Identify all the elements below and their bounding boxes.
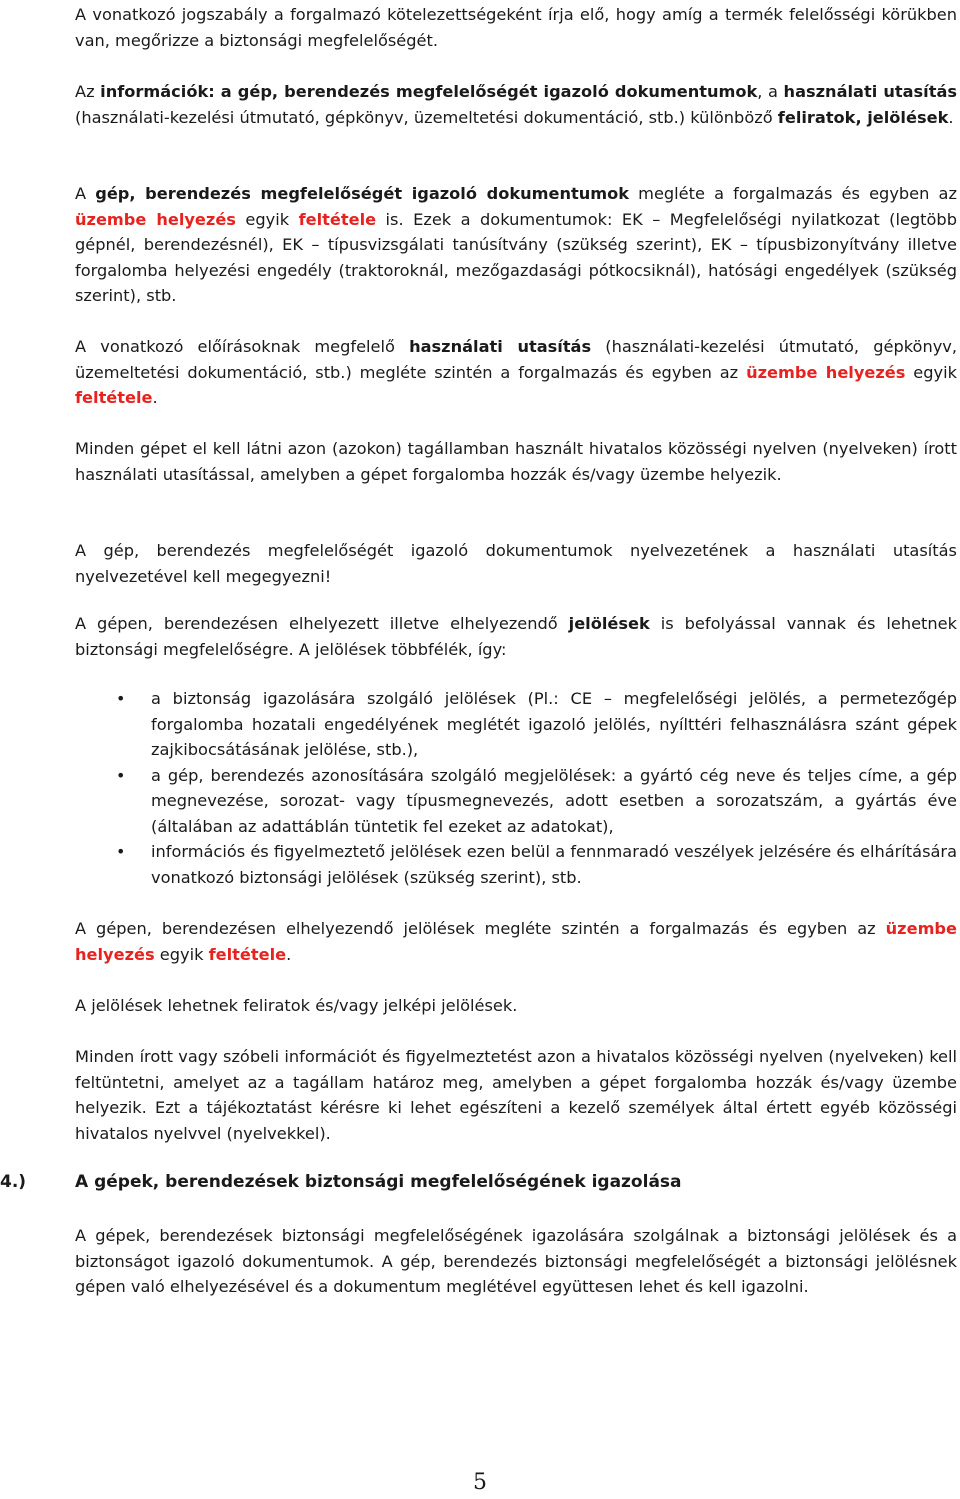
- text-run: megléte a forgalmazás és egyben az: [629, 184, 957, 203]
- text-run: .: [286, 944, 292, 964]
- text-run: egyik: [154, 944, 209, 964]
- bold-text: a gép, berendezés azonosítására szolgáló megjelölések:: [151, 765, 617, 785]
- paragraph-marking-kinds: [75, 993, 957, 1019]
- text-run: A vonatkozó jogszabály a forgalmazó kötelezettségeként írja elő, hogy amíg a termék felelősségi körükben van, megőrizze a biztonsági megfelelőségét.: [75, 5, 957, 50]
- paragraph-markings-condition: [75, 916, 957, 967]
- paragraph-user-manual: [75, 334, 957, 411]
- text-run: (Pl.: CE – megfelelőségi jelölés, a permetezőgép forgalomba hozatali engedélyének meglétét igazoló jelölés, nyílttéri felhasználásra szánt gépek zajkibocsátásának jelölése, stb.),: [151, 689, 957, 759]
- bullet-icon: •: [116, 765, 126, 785]
- bold-text: használati utasítás: [783, 82, 958, 101]
- text-run: , a: [757, 82, 784, 101]
- text-run: is. Ezek a dokumentumok: EK – Megfelelőségi nyilatkozat (legtöbb gépnél, berendezésnél), EK – típusvizsgálati tanúsítvány (szükség szerint), EK – típusbizonyítvány illetve forgalomba helyezési engedély (traktoroknál, mezőgazdasági pótkocsiknál), hatósági engedélyek (szükség szerint), stb.: [75, 209, 957, 305]
- list-item: [75, 839, 957, 890]
- emphasis-red-text: feltétele: [75, 388, 153, 407]
- markings-list: [75, 686, 957, 890]
- bold-text: feliratok, jelölések: [777, 107, 949, 127]
- paragraph-conformity-documents: [75, 181, 957, 309]
- text-run: A vonatkozó előírásoknak megfelelő: [75, 337, 410, 356]
- text-run: A gépen, berendezésen elhelyezendő jelölések megléte szintén a forgalmazás és egyben az: [75, 919, 886, 938]
- bold-text: jelölések: [568, 614, 650, 633]
- text-run: A gépen, berendezésen elhelyezett illetve elhelyezendő: [75, 614, 569, 633]
- text-run: ezen belül a fennmaradó veszélyek jelzésére és elhárítására vonatkozó biztonsági jelölések (szükség szerint), stb.: [151, 842, 957, 887]
- section-number: 4.): [0, 1172, 27, 1192]
- bullet-icon: •: [116, 689, 126, 708]
- text-run: (használati-kezelési útmutató, gépkönyv, üzemeltetési dokumentáció, stb.) megléte szintén a forgalmazás és egyben az: [75, 337, 958, 382]
- text-run: egyik: [235, 209, 299, 229]
- page-number: 5: [473, 1470, 487, 1495]
- list-item: [75, 686, 957, 763]
- text-run: egyik: [905, 362, 957, 382]
- paragraph-retailer-obligation: [75, 2, 957, 53]
- text-run: A gépek, berendezések biztonsági megfelelőségének igazolására szolgálnak a biztonsági jelölések és a biztonságot igazoló dokumentumok. A gép, berendezés biztonsági megfelelőségét a biztonsági jelölésnek gépen való elhelyezésével és a dokumentum meglétével együttesen lehet és kell igazolni.: [75, 1226, 957, 1296]
- text-run: is befolyással vannak és lehetnek biztonsági megfelelőségre. A jelölések többfélék, így:: [75, 614, 957, 659]
- bold-text: gép, berendezés megfelelőségét igazoló dokumentumok: [95, 184, 630, 203]
- paragraph-safety-verification: [75, 1223, 957, 1300]
- emphasis-red-text: feltétele: [208, 944, 287, 964]
- text-run: A gép, berendezés megfelelőségét igazoló dokumentumok nyelvezetének a használati utasítás nyelvezetével kell megegyezni!: [75, 541, 957, 586]
- paragraph-official-language: [75, 436, 957, 487]
- bold-text: használati utasítás: [409, 337, 592, 356]
- text-run: Az: [75, 82, 101, 101]
- text-run: Minden írott vagy szóbeli információt és figyelmeztetést azon a hivatalos közösségi nyelven (nyelveken) kell feltüntetni, amelyet az a tagállam határoz meg, amelyben a gépet forgalomba hozzák és/vagy üzembe helyezik. Ezt a tájékoztatást kérésre ki lehet egészíteni a kezelő személyek által értett egyéb közösségi hivatalos nyelvvel (nyelvekkel).: [75, 1047, 957, 1143]
- text-run: .: [152, 388, 158, 407]
- bold-text: információk: a gép, berendezés megfelelőségét igazoló dokumentumok: [100, 82, 758, 101]
- list-item-text: [151, 689, 957, 759]
- text-run: a gyártó cég neve és teljes címe, a gép megnevezése, sorozat- vagy típusmegnevezés, adott esetben a sorozatszám, a gyártás éve (általában az adattáblán tüntetik fel ezeket az adatokat),: [151, 765, 957, 836]
- paragraph-written-information: [75, 1044, 957, 1146]
- paragraph-markings-intro: [75, 611, 957, 662]
- text-run: A jelölések lehetnek feliratok és/vagy jelképi jelölések.: [75, 996, 518, 1015]
- paragraph-document-language: [75, 538, 957, 589]
- text-run: Minden gépet el kell látni azon (azokon) tagállamban használt hivatalos közösségi nyelven (nyelveken) írott használati utasítással, amelyben a gépet forgalomba hozzák és/vagy üzembe helyezik.: [75, 439, 957, 484]
- emphasis-red-text: üzembe helyezés: [75, 919, 957, 964]
- emphasis-red-text: üzembe helyezés: [75, 209, 236, 229]
- list-item: [75, 763, 957, 840]
- emphasis-red-text: feltétele: [298, 209, 377, 229]
- emphasis-red-text: üzembe helyezés: [746, 362, 906, 382]
- section-title: A gépek, berendezések biztonsági megfelelőségének igazolása: [75, 1172, 682, 1192]
- bold-text: a biztonság igazolására szolgáló jelölések: [151, 689, 516, 708]
- list-item-text: [151, 842, 957, 887]
- text-run: (használati-kezelési útmutató, gépkönyv, üzemeltetési dokumentáció, stb.) különböző: [75, 107, 778, 127]
- list-item-text: [151, 766, 957, 836]
- text-run: .: [948, 107, 954, 127]
- bold-text: információs és figyelmeztető jelölések: [151, 842, 462, 861]
- paragraph-information-types: [75, 79, 957, 130]
- text-run: A: [75, 184, 96, 203]
- bullet-icon: •: [116, 842, 126, 861]
